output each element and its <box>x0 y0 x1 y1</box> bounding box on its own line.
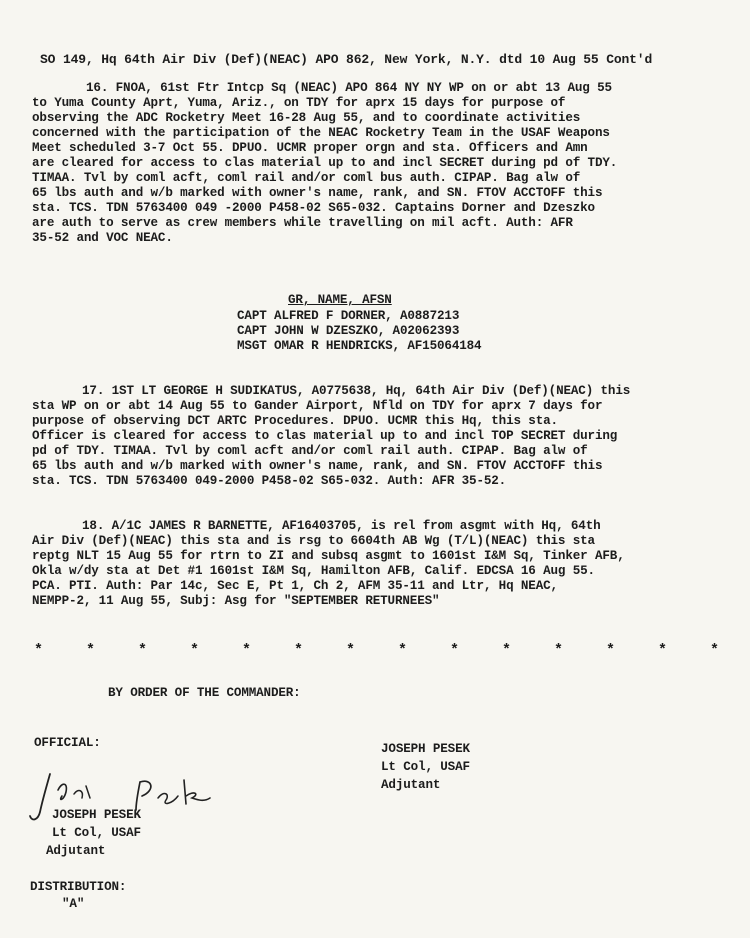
official-title: Adjutant <box>46 844 106 858</box>
roster-entry: CAPT ALFRED F DORNER, A0887213 <box>237 309 460 323</box>
paragraph-line: are cleared for access to clas material up to and incl SECRET during pd of TDY. <box>32 156 618 170</box>
separator-star: * <box>346 642 356 659</box>
paragraph-line: sta WP on or abt 14 Aug 55 to Gander Airport, Nfld on TDY for aprx 7 days for <box>32 399 603 413</box>
paragraph-line: Officer is cleared for access to clas material up to and incl TOP SECRET during <box>32 429 618 443</box>
paragraph-line: PCA. PTI. Auth: Par 14c, Sec E, Pt 1, Ch 2, AFM 35-11 and Ltr, Hq NEAC, <box>32 579 558 593</box>
paragraph-line: NEMPP-2, 11 Aug 55, Subj: Asg for "SEPTEMBER RETURNEES" <box>32 594 440 608</box>
distribution-value: "A" <box>62 897 85 911</box>
paragraph-line: 35-52 and VOC NEAC. <box>32 231 173 245</box>
official-rank: Lt Col, USAF <box>52 826 141 840</box>
separator-star: * <box>34 642 44 659</box>
document-header: SO 149, Hq 64th Air Div (Def)(NEAC) APO 862, New York, N.Y. dtd 10 Aug 55 Cont'd <box>40 52 653 67</box>
signatory-title: Adjutant <box>381 778 441 792</box>
roster-header: GR, NAME, AFSN <box>288 293 392 307</box>
separator-star: * <box>502 642 512 659</box>
signatory-name: JOSEPH PESEK <box>381 742 470 756</box>
separator-star: * <box>710 642 720 659</box>
separator-star: * <box>294 642 304 659</box>
official-label: OFFICIAL: <box>34 736 101 750</box>
roster-entry: CAPT JOHN W DZESZKO, A02062393 <box>237 324 460 338</box>
paragraph-line: 65 lbs auth and w/b marked with owner's name, rank, and SN. FTOV ACCTOFF this <box>32 459 603 473</box>
separator-star: * <box>658 642 668 659</box>
paragraph-line: 17. 1ST LT GEORGE H SUDIKATUS, A0775638, Hq, 64th Air Div (Def)(NEAC) this <box>82 384 631 398</box>
paragraph-line: 18. A/1C JAMES R BARNETTE, AF16403705, is rel from asgmt with Hq, 64th <box>82 519 601 533</box>
paragraph-line: purpose of observing DCT ARTC Procedures. DPUO. UCMR this Hq, this sta. <box>32 414 558 428</box>
separator-star: * <box>554 642 564 659</box>
paragraph-line: sta. TCS. TDN 5763400 049 -2000 P458-02 S65-032. Captains Dorner and Dzeszko <box>32 201 595 215</box>
paragraph-line: 16. FNOA, 61st Ftr Intcp Sq (NEAC) APO 864 NY NY WP on or abt 13 Aug 55 <box>86 81 612 95</box>
separator-star: * <box>398 642 408 659</box>
paragraph-line: sta. TCS. TDN 5763400 049-2000 P458-02 S65-032. Auth: AFR 35-52. <box>32 474 507 488</box>
by-order-line: BY ORDER OF THE COMMANDER: <box>108 686 301 700</box>
paragraph-line: Meet scheduled 3-7 Oct 55. DPUO. UCMR proper orgn and sta. Officers and Amn <box>32 141 588 155</box>
separator-star: * <box>86 642 96 659</box>
official-name: JOSEPH PESEK <box>52 808 141 822</box>
separator-star: * <box>606 642 616 659</box>
paragraph-line: to Yuma County Aprt, Yuma, Ariz., on TDY for aprx 15 days for purpose of <box>32 96 566 110</box>
paragraph-line: pd of TDY. TIMAA. Tvl by coml acft and/or coml rail auth. CIPAP. Bag alw of <box>32 444 588 458</box>
paragraph-line: TIMAA. Tvl by coml acft, coml rail and/or coml bus auth. CIPAP. Bag alw of <box>32 171 581 185</box>
distribution-label: DISTRIBUTION: <box>30 880 127 894</box>
separator-star: * <box>242 642 252 659</box>
roster-entry: MSGT OMAR R HENDRICKS, AF15064184 <box>237 339 482 353</box>
paragraph-line: Okla w/dy sta at Det #1 1601st I&M Sq, Hamilton AFB, Calif. EDCSA 16 Aug 55. <box>32 564 595 578</box>
paragraph-line: 65 lbs auth and w/b marked with owner's name, rank, and SN. FTOV ACCTOFF this <box>32 186 603 200</box>
paragraph-line: reptg NLT 15 Aug 55 for rtrn to ZI and subsq asgmt to 1601st I&M Sq, Tinker AFB, <box>32 549 625 563</box>
paragraph-line: are auth to serve as crew members while travelling on mil acft. Auth: AFR <box>32 216 573 230</box>
paragraph-line: observing the ADC Rocketry Meet 16-28 Aug 55, and to coordinate activities <box>32 111 581 125</box>
separator-star: * <box>138 642 148 659</box>
paragraph-line: Air Div (Def)(NEAC) this sta and is rsg to 6604th AB Wg (T/L)(NEAC) this sta <box>32 534 595 548</box>
paragraph-line: concerned with the participation of the NEAC Rocketry Team in the USAF Weapons <box>32 126 610 140</box>
separator-star: * <box>450 642 460 659</box>
signatory-rank: Lt Col, USAF <box>381 760 470 774</box>
asterisk-separator <box>0 644 750 664</box>
separator-star: * <box>190 642 200 659</box>
